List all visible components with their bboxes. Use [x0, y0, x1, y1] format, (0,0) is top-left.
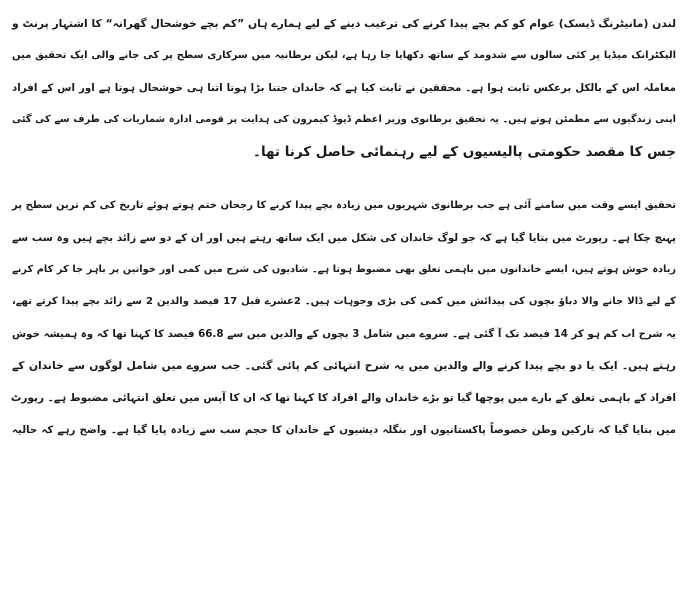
text-line: الیکٹرانک میڈیا پر کئی سالوں سے شدومد کے ساتھ دکھایا جا رہا ہے، لیکن برطانیہ میں سرکاری سطح پر کی جانے والی ایک تحقیق میں — [12, 50, 676, 61]
text-line: جس کا مقصد حکومتی پالیسیوں کے لیے رہنمائی حاصل کرنا تھا۔ — [253, 144, 676, 160]
text-line: پہنچ چکا ہے۔ رپورٹ میں بتایا گیا ہے کہ جو لوگ خاندان کی شکل میں ایک ساتھ رہتے ہیں اور ان کے دو سے زائد بچے ہیں وہ سب سے — [12, 232, 676, 244]
article-paragraph-1 — [12, 8, 676, 168]
text-line: افراد کے باہمی تعلق کے بارے میں پوچھا گیا تو بڑے خاندان والے افراد کا کہنا تھا کہ ان کا آپس میں تعلق انتہائی مضبوط ہے۔ رپورٹ — [10, 392, 676, 404]
text-line: میں بتایا گیا کہ تارکین وطن خصوصاً پاکستانیوں اور بنگلہ دیشیوں کے خاندان کا حجم سب سے زیادہ پایا گیا ہے۔ واضح رہے کہ حالیہ — [12, 424, 676, 436]
text-line: معاملہ اس کے بالکل برعکس ثابت ہوا ہے۔ محققین نے ثابت کیا ہے کہ خاندان جتنا بڑا ہوتا اتنا ہی خوشحال ہوتا ہے اور اس کے افراد — [12, 82, 676, 94]
text-line: یہ شرح اب کم ہو کر 14 فیصد تک آ گئی ہے۔ سروے میں شامل 3 بچوں کے والدین میں سے 66.8 فیصد کا کہنا تھا کہ وہ ہمیشہ خوش — [12, 328, 676, 340]
text-line: لندن (مانیٹرنگ ڈیسک) عوام کو کم بچے پیدا کرنے کی ترغیب دینے کے لیے ہمارے ہاں ”کم بچے خوشحال گھرانہ“ کا اشتہار پرنٹ و — [12, 17, 676, 30]
text-line: رہتے ہیں۔ ایک یا دو بچے پیدا کرنے والے والدین میں یہ شرح انتہائی کم پائی گئی۔ جب سروے میں شامل لوگوں سے خاندان کے — [12, 359, 676, 372]
text-line: کے لیے ڈالا جانے والا دباؤ بچوں کی پیدائش میں کمی کی بڑی وجوہات ہیں۔ 2عشرے قبل 17 فیصد والدین 2 سے زائد بچے پیدا کرتے تھے، — [12, 296, 676, 307]
text-line: زیادہ خوش ہوتے ہیں، ایسے خاندانوں میں باہمی تعلق بھی مضبوط ہوتا ہے۔ شادیوں کی شرح میں کمی اور خواتین پر باہر جا کر کام کرنے — [12, 264, 676, 275]
text-line: تحقیق ایسے وقت میں سامنے آئی ہے جب برطانوی شہریوں میں زیادہ بچے پیدا کرنے کا رجحان ختم ہوتے ہوئے تاریخ کی کم ترین سطح پر — [12, 200, 676, 211]
text-line: اپنی زندگیوں سے مطمئن ہوتے ہیں۔ یہ تحقیق برطانوی وزیر اعظم ڈیوڈ کیمرون کی ہدایت پر قومی ادارہ شماریات کی طرف سے کی گئی — [12, 114, 676, 125]
article-paragraph-2 — [12, 190, 676, 446]
news-article — [12, 8, 676, 468]
